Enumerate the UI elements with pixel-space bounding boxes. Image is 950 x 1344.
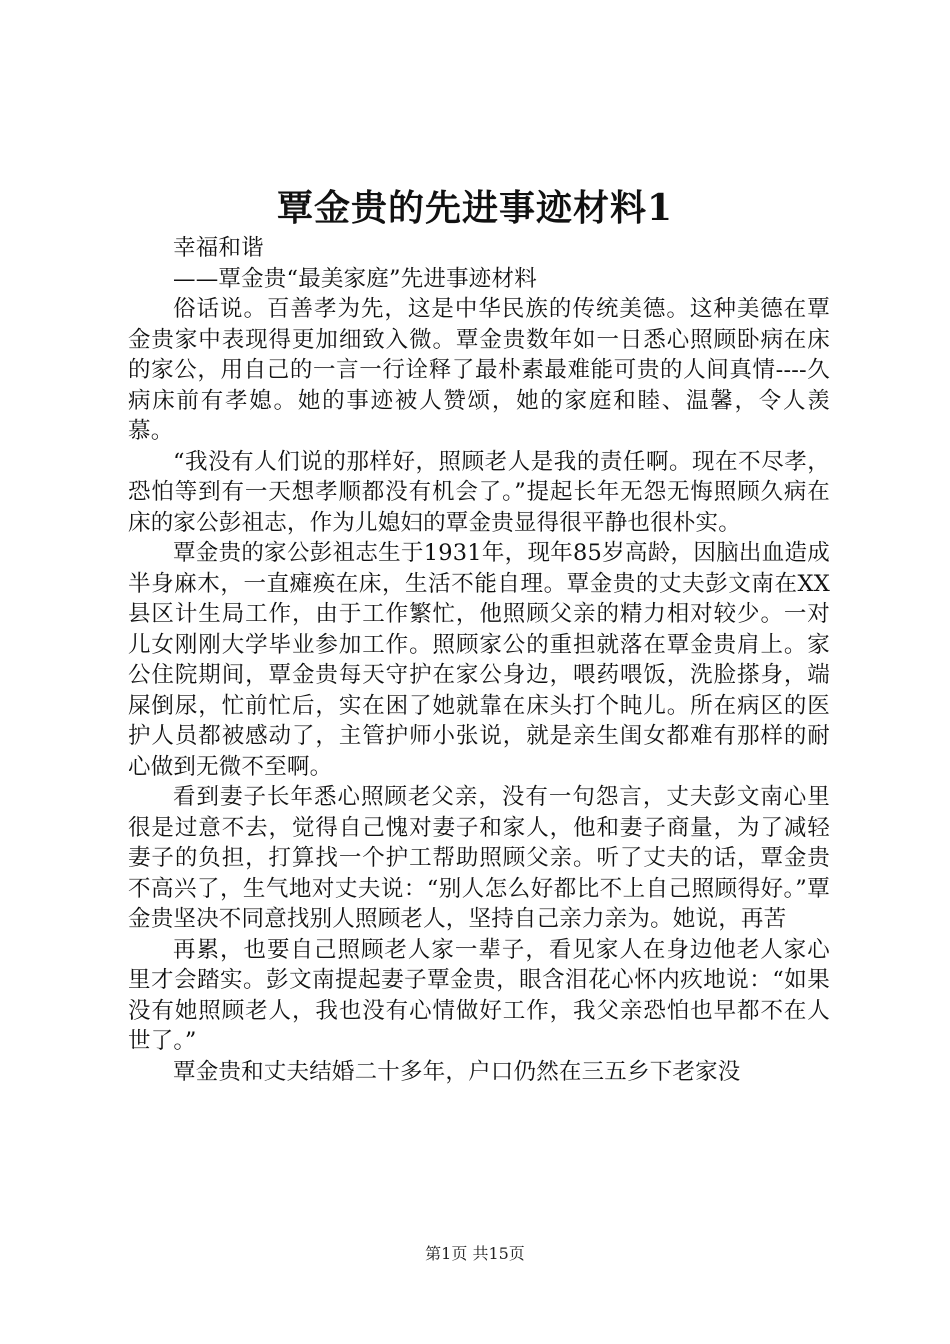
page-footer: 第1页 共15页	[425, 1244, 525, 1263]
document-title: 覃金贵的先进事迹材料1	[276, 187, 674, 229]
paragraph-2: “我没有人们说的那样好，照顾老人是我的责任啊。现在不尽孝，恐怕等到有一天想孝顺都没有机会了。”提起长年无怨无悔照顾久病在床的家公彭祖志，作为儿媳妇的覃金贵显得很平静也很朴实。	[128, 448, 830, 536]
paragraph-4: 看到妻子长年悉心照顾老父亲，没有一句怨言，丈夫彭文南心里很是过意不去，觉得自己愧对妻子和家人，他和妻子商量，为了减轻妻子的负担，打算找一个护工帮助照顾父亲。听了丈夫的话，覃金贵不高兴了，生气地对丈夫说：“别人怎么好都比不上自己照顾得好。”覃金贵坚决不同意找别人照顾老人，坚持自己亲力亲为。她说，再苦	[128, 784, 830, 932]
document-body	[128, 233, 830, 1087]
paragraph-3: 覃金贵的家公彭祖志生于1931年，现年85岁高龄，因脑出血造成半身麻木，一直瘫痪在床，生活不能自理。覃金贵的丈夫彭文南在XX县区计生局工作，由于工作繁忙，他照顾父亲的精力相对较少。一对儿女刚刚大学毕业参加工作。照顾家公的重担就落在覃金贵肩上。家公住院期间，覃金贵每天守护在家公身边，喂药喂饭，洗脸搽身，端屎倒尿，忙前忙后，实在困了她就靠在床头打个盹儿。所在病区的医护人员都被感动了，主管护师小张说，就是亲生闺女都难有那样的耐心做到无微不至啊。	[128, 540, 830, 780]
paragraph-1: 俗话说。百善孝为先，这是中华民族的传统美德。这种美德在覃金贵家中表现得更加细致入微。覃金贵数年如一日悉心照顾卧病在床的家公，用自己的一言一行诠释了最朴素最难能可贵的人间真情----久病床前有孝媳。她的事迹被人赞颂，她的家庭和睦、温馨，令人羡慕。	[128, 296, 830, 444]
paragraph-byline: ——覃金贵“最美家庭”先进事迹材料	[173, 265, 537, 292]
paragraph-subtitle: 幸福和谐	[173, 235, 264, 261]
paragraph-6: 覃金贵和丈夫结婚二十多年，户口仍然在三五乡下老家没	[173, 1058, 741, 1085]
paragraph-5: 再累，也要自己照顾老人家一辈子，看见家人在身边他老人家心里才会踏实。彭文南提起妻子覃金贵，眼含泪花心怀内疚地说：“如果没有她照顾老人，我也没有心情做好工作，我父亲恐怕也早都不在人世了。”	[128, 936, 830, 1054]
